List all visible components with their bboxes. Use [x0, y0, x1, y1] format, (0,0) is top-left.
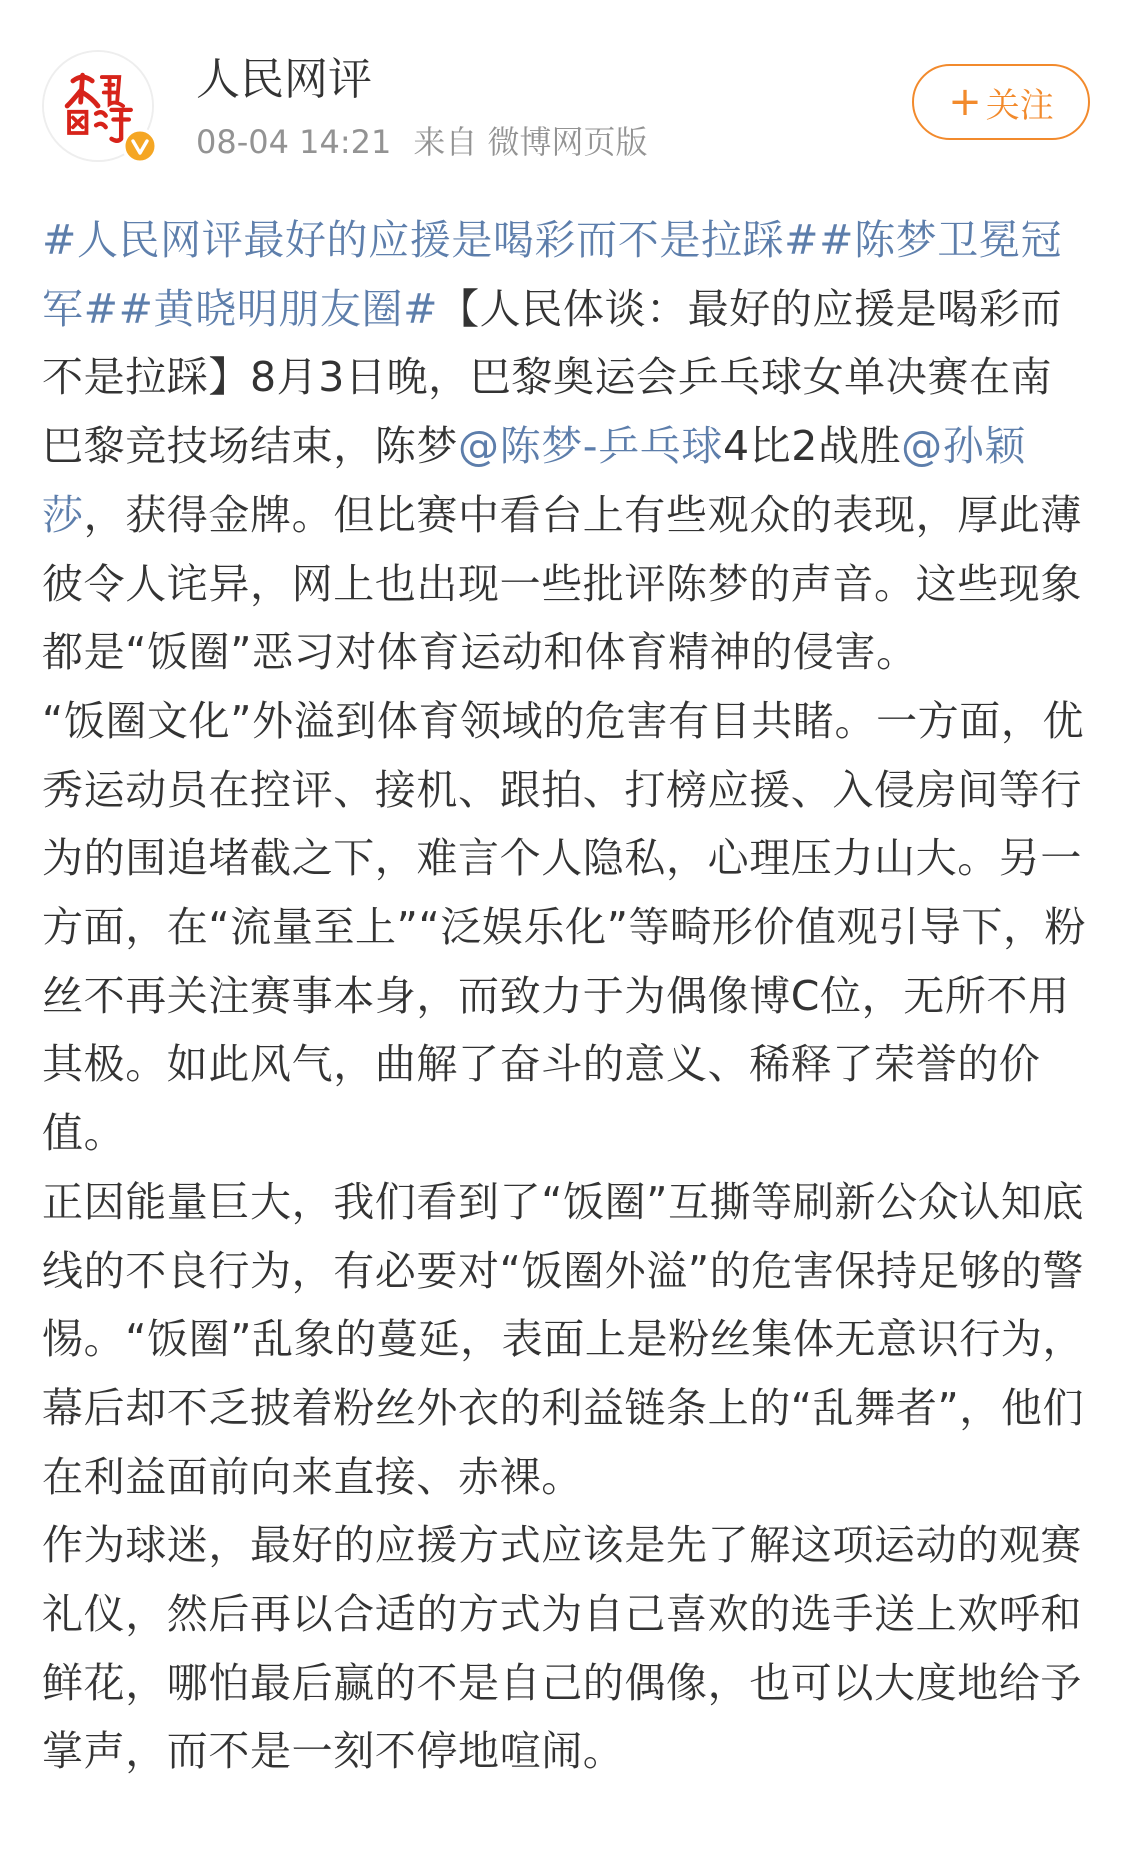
post-header: [0, 0, 1125, 190]
post-content: [42, 206, 1092, 1786]
hashtag-link[interactable]: #陈梦卫冕冠军#: [42, 216, 1063, 333]
follow-button[interactable]: [912, 64, 1090, 140]
follow-button-label: 关注: [985, 85, 1054, 126]
hashtag-link[interactable]: #人民网评最好的应援是喝彩而不是拉踩#: [42, 216, 820, 264]
post-text: 4比2战胜: [723, 422, 902, 471]
mention-link[interactable]: @陈梦-乒乓球: [458, 422, 723, 471]
post-paragraph-4: 作为球迷，最好的应援方式应该是先了解这项运动的观赛礼仪，然后再以合适的方式为自己喜欢的选手送上欢呼和鲜花，哪怕最后赢的不是自己的偶像，也可以大度地给予掌声，而不是一刻不停地喧闹。: [42, 1521, 1082, 1776]
hashtag-link[interactable]: #黄晓明朋友圈#: [118, 284, 439, 333]
post-paragraph-2: “饭圈文化”外溢到体育领域的危害有目共睹。一方面，优秀运动员在控评、接机、跟拍、打榜应援、入侵房间等行为的围追堵截之下，难言个人隐私，心理压力山大。另一方面，在“流量至上”“泛娱乐化”等畸形价值观引导下，粉丝不再关注赛事本身，而致力于为偶像博C位，无所不用其极。如此风气，曲解了奋斗的意义、稀释了荣誉的价值。: [42, 696, 1087, 1158]
post-paragraph-1: [42, 206, 1092, 687]
post-text: 【人民体谈：最好的应援是喝彩而不是拉踩】8月3日晚，巴黎奥运会乒乓球女单决赛在南巴黎竞技场结束，陈梦: [42, 284, 1063, 471]
plus-icon: +: [948, 79, 982, 125]
post-meta: [196, 120, 648, 164]
post-timestamp: 08-04 14:21: [196, 123, 392, 161]
post-text: ，获得金牌。但比赛中看台上有些观众的表现，厚此薄彼令人诧异，网上也出现一些批评陈梦的声音。这些现象都是“饭圈”恶习对体育运动和体育精神的侵害。: [42, 490, 1083, 677]
verified-badge-icon: [122, 128, 158, 164]
author-name[interactable]: 人民网评: [196, 54, 372, 105]
post-paragraph-3: 正因能量巨大，我们看到了“饭圈”互撕等刷新公众认知底线的不良行为，有必要对“饭圈外溢”的危害保持足够的警惕。“饭圈”乱象的蔓延，表面上是粉丝集体无意识行为，幕后却不乏披着粉丝外衣的利益链条上的“乱舞者”，他们在利益面前向来直接、赤裸。: [42, 1177, 1085, 1501]
mention-link[interactable]: @孙颖莎: [42, 422, 1026, 539]
post-source: 来自 微博网页版: [413, 123, 648, 161]
